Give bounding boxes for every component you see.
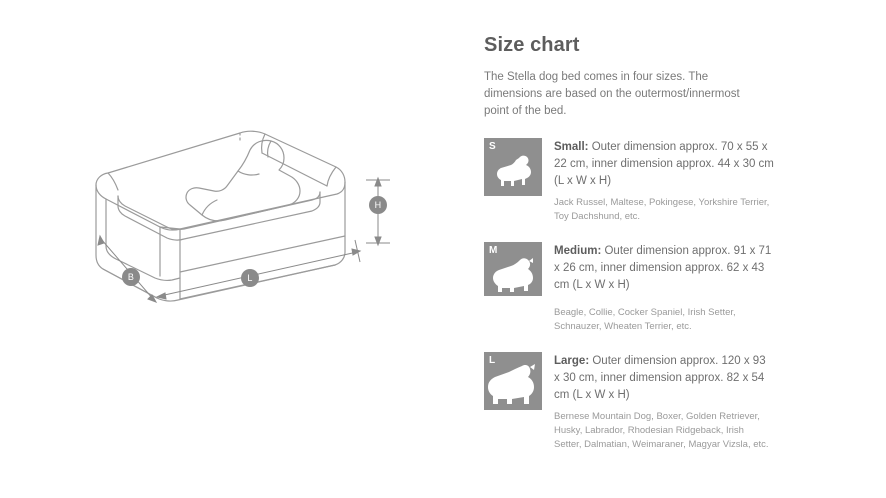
dog-silhouette-large-icon <box>484 352 542 410</box>
size-description-large <box>554 353 774 404</box>
size-text-medium <box>554 242 774 334</box>
dog-outline <box>186 140 300 220</box>
size-icon-small <box>484 138 542 196</box>
size-breeds-medium: Beagle, Collie, Cocker Spaniel, Irish Setter, Schnauzer, Wheaten Terrier, etc. <box>554 307 736 332</box>
size-dimensions-large: Outer dimension approx. 120 x 93 x 30 cm, inner dimension approx. 82 x 54 cm (L x W x H) <box>554 355 766 401</box>
size-row-small <box>484 138 774 224</box>
size-dimensions-small: Outer dimension approx. 70 x 55 x 22 cm, inner dimension approx. 44 x 30 cm (L x W x H) <box>554 141 774 187</box>
dimension-badge-height: H <box>369 196 387 214</box>
size-description-medium <box>554 243 774 294</box>
size-letter-medium: M <box>489 245 498 256</box>
size-text-large <box>554 352 774 452</box>
dimension-badge-breadth: B <box>122 268 140 286</box>
size-row-medium <box>484 242 774 334</box>
intro-paragraph: The Stella dog bed comes in four sizes. The dimensions are based on the outermost/innermost point of the bed. <box>484 71 740 117</box>
size-description-small <box>554 139 774 190</box>
size-name-small: Small: <box>554 141 589 153</box>
dog-silhouette-medium-icon <box>484 242 542 300</box>
size-icon-medium <box>484 242 542 296</box>
size-icon-large <box>484 352 542 410</box>
size-letter-small: S <box>489 141 496 152</box>
size-chart-content <box>484 34 774 470</box>
size-name-medium: Medium: <box>554 245 602 257</box>
size-breeds-small: Jack Russel, Maltese, Pokingese, Yorkshire Terrier, Toy Dachshund, etc. <box>554 197 770 222</box>
dimension-badge-length: L <box>241 269 259 287</box>
size-dimensions-medium: Outer dimension approx. 91 x 71 x 26 cm, inner dimension approx. 62 x 43 cm (L x W x H) <box>554 245 772 291</box>
size-text-small <box>554 138 774 224</box>
size-name-large: Large: <box>554 355 590 367</box>
size-letter-large: L <box>489 355 496 366</box>
page-title: Size chart <box>484 34 580 56</box>
dog-silhouette-small-icon <box>484 138 542 196</box>
size-row-large <box>484 352 774 452</box>
size-breeds-large: Bernese Mountain Dog, Boxer, Golden Retriever, Husky, Labrador, Rhodesian Ridgeback, Irish Setter, Dalmatian, Weimaraner, Magyar Vizsla, etc. <box>554 411 769 450</box>
